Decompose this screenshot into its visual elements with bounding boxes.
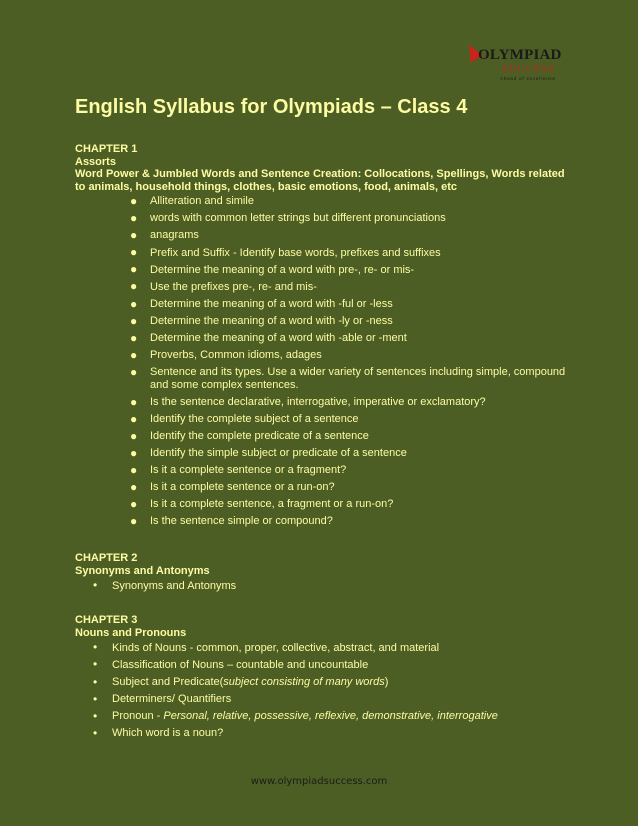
bullet-icon: •: [93, 657, 98, 672]
bullet-icon: ●: [130, 330, 138, 345]
chapter-1: [75, 143, 575, 530]
olympiad-success-logo: [466, 40, 562, 86]
bullet-icon: •: [93, 640, 98, 655]
list-item: ● Alliteration and simile: [130, 194, 254, 208]
list-item: • Classification of Nouns – countable and uncountable: [93, 657, 369, 672]
bullet-icon: ●: [130, 428, 138, 443]
chapter-2-subheading: Synonyms and Antonyms: [75, 564, 210, 577]
list-item: ● Proverbs, Common idioms, adages: [130, 347, 322, 362]
logo-sub: SUCCESS: [502, 64, 556, 75]
list-item: ● Is it a complete sentence, a fragment or a run-on?: [130, 497, 394, 512]
list-item: ● Is the sentence simple or compound?: [130, 514, 333, 529]
list-item: ● Determine the meaning of a word with -ful or -less: [130, 296, 393, 311]
list-item: ● words with common letter strings but different pronunciations: [130, 211, 446, 226]
bullet-icon: ●: [130, 480, 138, 494]
list-item: ● Is it a complete sentence or a fragment?: [130, 462, 347, 477]
chapter-3: [75, 614, 575, 742]
list-item: • Subject and Predicate(subject consisting of many words): [93, 674, 389, 689]
list-item: ● Determine the meaning of a word with -ly or -ness: [130, 313, 393, 328]
chapter-2-list: [75, 577, 575, 594]
bullet-icon: •: [93, 708, 98, 723]
list-item: ● Identify the complete predicate of a sentence: [130, 428, 369, 443]
chapter-3-subheading: Nouns and Pronouns: [75, 626, 187, 639]
bullet-icon: •: [93, 691, 98, 706]
bullet-icon: •: [93, 725, 98, 740]
list-item: ● anagrams: [130, 228, 199, 243]
bullet-icon: ●: [130, 194, 138, 208]
bullet-icon: ●: [130, 245, 138, 260]
chapter-1-subheading: Assorts: [75, 155, 116, 168]
logo-tagline: Ahead of excellence: [500, 76, 556, 81]
bullet-icon: ●: [130, 228, 138, 243]
bullet-icon: ●: [130, 462, 138, 477]
chapter-1-topic: Word Power & Jumbled Words and Sentence Creation: Collocations, Spellings, Words related to animals, household things, clothes, basic emotions, food, animals, etc: [75, 168, 565, 193]
list-item: • Synonyms and Antonyms: [93, 578, 237, 593]
bullet-icon: ●: [130, 411, 138, 426]
syllabus-content: [75, 143, 575, 742]
list-item: • Determiners/ Quantifiers: [93, 691, 232, 706]
chapter-1-list: [75, 193, 575, 530]
bullet-icon: ●: [130, 497, 138, 512]
footer-url: www.olympiadsuccess.com: [250, 776, 388, 787]
list-item: ● Identify the simple subject or predicate of a sentence: [130, 445, 407, 460]
logo-name: OLYMPIAD: [478, 47, 562, 63]
list-item: ● Determine the meaning of a word with -able or -ment: [130, 330, 407, 345]
list-item: ● Is the sentence declarative, interrogative, imperative or exclamatory?: [130, 394, 486, 409]
list-item: ● Is it a complete sentence or a run-on?: [130, 480, 335, 494]
chapter-2: [75, 552, 575, 594]
list-item: • Pronoun - Personal, relative, possessive, reflexive, demonstrative, interrogative: [93, 708, 498, 723]
bullet-icon: •: [93, 674, 98, 689]
bullet-icon: ●: [130, 262, 138, 277]
bullet-icon: ●: [130, 445, 138, 460]
bullet-icon: ●: [130, 211, 138, 226]
page-title: English Syllabus for Olympiads – Class 4: [75, 96, 468, 118]
bullet-icon: ●: [130, 394, 138, 409]
bullet-icon: ●: [130, 313, 138, 328]
chapter-2-heading: CHAPTER 2: [75, 552, 138, 565]
list-item: ● Prefix and Suffix - Identify base words, prefixes and suffixes: [130, 245, 441, 260]
bullet-icon: •: [93, 578, 98, 593]
list-item: ● Sentence and its types. Use a wider variety of sentences including simple, compound and some complex sentences.: [130, 364, 566, 391]
bullet-icon: ●: [130, 296, 138, 311]
list-item: ● Determine the meaning of a word with pre-, re- or mis-: [130, 262, 415, 277]
list-item: ● Use the prefixes pre-, re- and mis-: [130, 279, 317, 294]
list-item: • Which word is a noun?: [93, 725, 224, 740]
bullet-icon: ●: [130, 514, 138, 529]
list-item: ● Identify the complete subject of a sentence: [130, 411, 359, 426]
bullet-icon: ●: [130, 364, 138, 379]
list-item: • Kinds of Nouns - common, proper, collective, abstract, and material: [93, 640, 440, 655]
bullet-icon: ●: [130, 347, 138, 362]
chapter-1-heading: CHAPTER 1: [75, 143, 138, 155]
chapter-3-heading: CHAPTER 3: [75, 614, 138, 627]
chapter-3-list: [75, 639, 575, 742]
bullet-icon: ●: [130, 279, 138, 294]
